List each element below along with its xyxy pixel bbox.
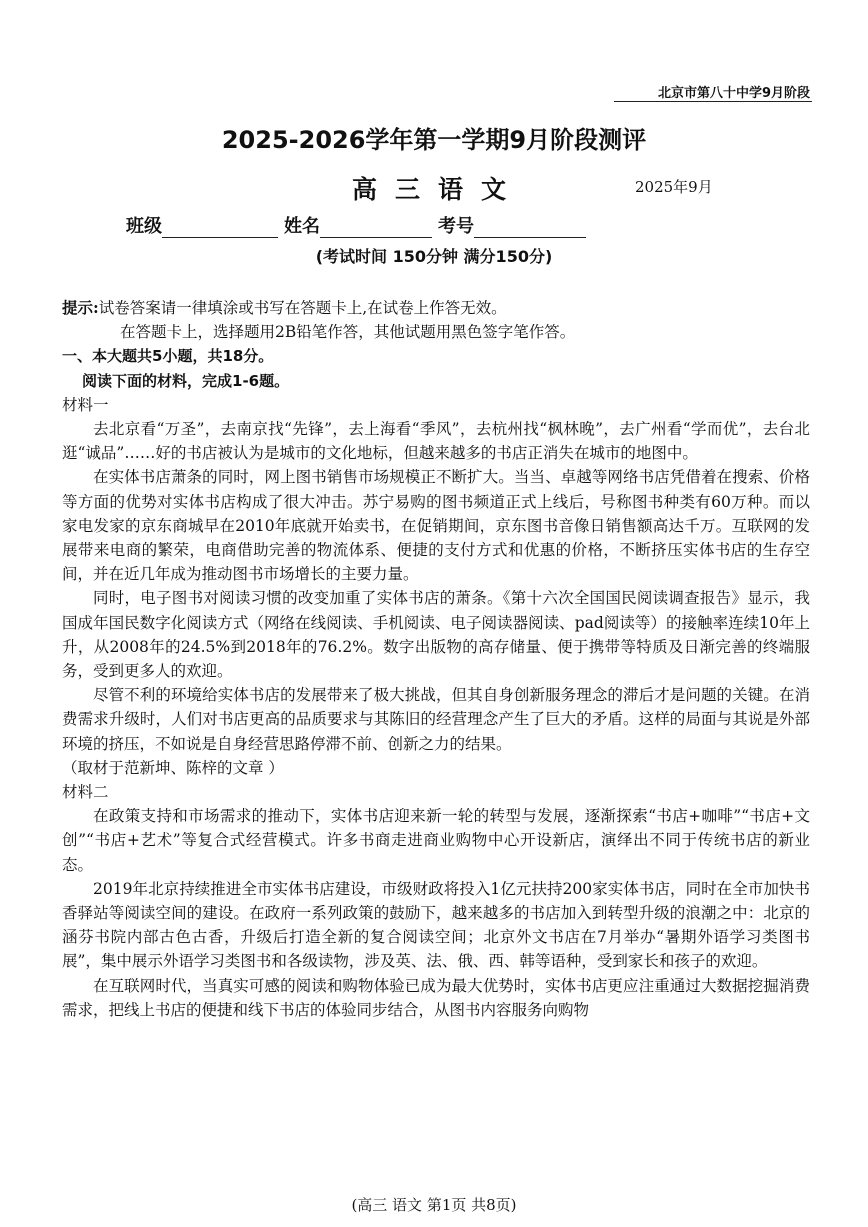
tip-line-1 [62, 296, 810, 320]
material-2-paragraph: 2019年北京持续推进全市实体书店建设，市级财政将投入1亿元扶持200家实体书店，同时在全市加快书香驿站等阅读空间的建设。在政府一系列政策的鼓励下，越来越多的书店加入到转型升级的浪潮之中：北京的涵芬书院内部古色古香，升级后打造全新的复合阅读空间；北京外文书店在7月举办“暑期外语学习类图书展”，集中展示外语学习类图书和各级读物，涉及英、法、俄、西、韩等语种，受到家长和孩子的欢迎。 [62, 879, 810, 971]
name-blank[interactable] [320, 217, 432, 238]
number-label: 考号 [438, 216, 474, 237]
section-heading: 一、本大题共5小题，共18分。 [62, 347, 274, 366]
material-2-title: 材料二 [62, 783, 109, 802]
class-label: 班级 [126, 216, 162, 237]
tip-line-2: 在答题卡上，选择题用2B铅笔作答，其他试题用黑色签字笔作答。 [120, 323, 576, 342]
subject-title: 高三语文 [352, 175, 525, 204]
exam-title: 2025-2026学年第一学期9月阶段测评 [221, 126, 647, 154]
tip-text-1: 试卷答案请一律填涂或书写在答题卡上,在试卷上作答无效。 [98, 299, 507, 317]
material-2-paragraph: 在政策支持和市场需求的推动下，实体书店迎来新一轮的转型与发展，逐渐探索“书店+咖啡”“书店+文创”“书店+艺术”等复合式经营模式。许多书商走进商业购物中心开设新店，演绎出不同于传统书店的新业态。 [62, 807, 810, 874]
material-1-paragraph: 尽管不利的环境给实体书店的发展带来了极大挑战，但其自身创新服务理念的滞后才是问题的关键。在消费需求升级时，人们对书店更高的品质要求与其陈旧的经营理念产生了巨大的矛盾。这样的局面与其说是外部环境的挤压，不如说是自身经营思路停滞不前、创新之力的结果。 [62, 686, 810, 753]
tip-label: 提示: [62, 298, 99, 317]
exam-date: 2025年9月 [635, 178, 713, 196]
material-1-paragraph: 同时，电子图书对阅读习惯的改变加重了实体书店的萧条。《第十六次全国国民阅读调查报告》显示，我国成年国民数字化阅读方式（网络在线阅读、手机阅读、电子阅读器阅读、pad阅读等）的接触率连续10年上升，从2008年的24.5%到2018年的76.2%。数字出版物的高存储量、便于携带等特质及日渐完善的终端服务，受到更多人的欢迎。 [62, 589, 810, 681]
material-1-title: 材料一 [62, 395, 109, 414]
exam-body [62, 296, 810, 1022]
page-footer: (高三 语文 第1页 共8页) [351, 1196, 517, 1214]
exam-info: (考试时间 150分钟 满分150分) [315, 247, 553, 266]
class-blank[interactable] [162, 217, 278, 238]
number-blank[interactable] [474, 217, 586, 238]
material-1-paragraph: 在实体书店萧条的同时，网上图书销售市场规模正不断扩大。当当、卓越等网络书店凭借着在搜索、价格等方面的优势对实体书店构成了很大冲击。苏宁易购的图书频道正式上线后，号称图书种类有60万种。而以家电发家的京东商城早在2010年底就开始卖书，在促销期间，京东图书音像日销售额高达千万。互联网的发展带来电商的繁荣，电商借助完善的物流体系、便捷的支付方式和优惠的价格，不断挤压实体书店的生存空间，并在近几年成为推动图书市场增长的主要力量。 [62, 468, 810, 584]
school-label: 北京市第八十中学9月阶段 [657, 86, 810, 101]
section-instruction: 阅读下面的材料，完成1-6题。 [82, 371, 290, 390]
material-1-source: （取材于范新坤、陈梓的文章 ） [62, 758, 284, 777]
material-2-paragraph: 在互联网时代，当真实可感的阅读和购物体验已成为最大优势时，实体书店更应注重通过大数据挖掘消费需求，把线上书店的便捷和线下书店的体验同步结合，从图书内容服务向购物 [62, 976, 810, 1019]
header-rule [614, 101, 812, 102]
student-fields [126, 212, 592, 238]
material-1-paragraph: 去北京看“万圣”，去南京找“先锋”，去上海看“季风”，去杭州找“枫林晚”，去广州看“学而优”，去台北逛“诚品”……好的书店被认为是城市的文化地标，但越来越多的书店正消失在城市的地图中。 [62, 420, 810, 463]
name-label: 姓名 [284, 216, 320, 237]
